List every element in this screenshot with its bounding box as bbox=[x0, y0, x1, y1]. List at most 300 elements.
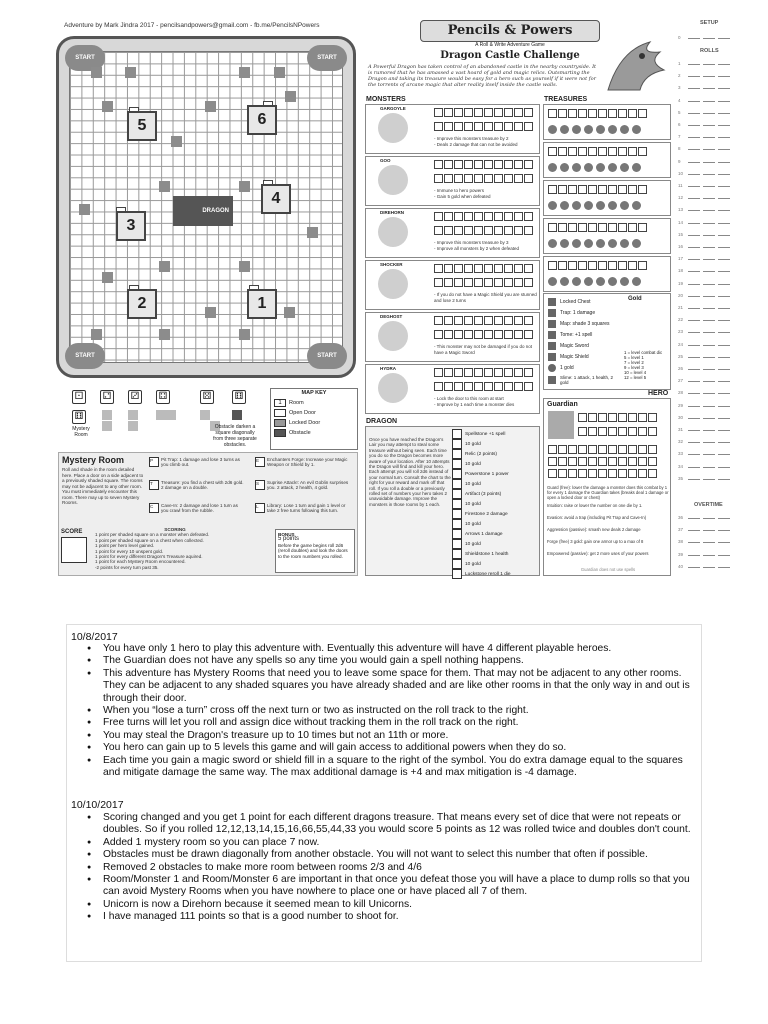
obstacle bbox=[307, 227, 318, 238]
roll-blank[interactable] bbox=[718, 514, 730, 519]
roll-blank[interactable] bbox=[718, 426, 730, 431]
loot-label: Magic Shield bbox=[560, 354, 589, 360]
scoring-line: 1 point for every 10 unspent gold. bbox=[95, 548, 164, 554]
roll-line[interactable] bbox=[678, 219, 758, 228]
roll-blank[interactable] bbox=[688, 280, 700, 285]
monster-name: SHOCKER bbox=[380, 262, 403, 267]
roll-blank[interactable] bbox=[718, 353, 730, 358]
guardian-ability: Intuition: raise or lower the number on one die by 1. bbox=[547, 503, 643, 508]
roll-number: 7 bbox=[678, 134, 681, 140]
roll-blank[interactable] bbox=[688, 463, 700, 468]
roll-blank[interactable] bbox=[703, 34, 715, 39]
roll-blank[interactable] bbox=[703, 389, 715, 394]
roll-blank[interactable] bbox=[718, 563, 730, 568]
roll-blank[interactable] bbox=[703, 426, 715, 431]
roll-blank[interactable] bbox=[718, 34, 730, 39]
loot-label: Locked Chest bbox=[560, 299, 591, 305]
roll-blank[interactable] bbox=[688, 526, 700, 531]
list-item: ● You have only 1 hero to play this adventure with. Eventually this adventure will have 4 different playable heroes. bbox=[87, 643, 697, 655]
roll-blank[interactable] bbox=[718, 377, 730, 382]
monster-rules bbox=[434, 292, 539, 303]
roll-blank[interactable] bbox=[718, 84, 730, 89]
die-icon: L bbox=[255, 503, 265, 513]
roll-line[interactable] bbox=[678, 377, 758, 386]
roll-blank[interactable] bbox=[688, 426, 700, 431]
monster-name: DIREHORN bbox=[380, 210, 405, 215]
roll-number: 26 bbox=[678, 366, 684, 371]
obstacle bbox=[205, 101, 216, 112]
roll-line[interactable] bbox=[678, 280, 758, 289]
roll-blank[interactable] bbox=[718, 438, 730, 443]
scoring-line: -2 points for every turn past 35. bbox=[95, 564, 159, 570]
roll-blank[interactable] bbox=[688, 402, 700, 407]
roll-line[interactable] bbox=[678, 170, 758, 179]
roll-number: 38 bbox=[678, 539, 684, 545]
mystery-option-text: Pit Trap: 1 damage and lose 3 turns as you climb out. bbox=[161, 457, 240, 468]
roll-blank[interactable] bbox=[703, 563, 715, 568]
roll-blank[interactable] bbox=[718, 463, 730, 468]
roll-blank[interactable] bbox=[703, 194, 715, 199]
roll-number: 10 bbox=[678, 170, 684, 176]
roll-blank[interactable] bbox=[718, 219, 730, 224]
roll-line[interactable] bbox=[678, 450, 758, 459]
roll-blank[interactable] bbox=[718, 60, 730, 65]
intro-text: A Powerful Dragon has taken control of an abandoned castle in the nearby countryside. It is rumored that he has amassed a vast hoard of gold and magic relics. Outsmarting the Dragon and taking its treasure would be easy for a hero such as yourself if it were not for the torrents of arcane magic that alter reality itself inside the castle walls. bbox=[368, 64, 597, 88]
roll-blank[interactable] bbox=[703, 526, 715, 531]
roll-blank[interactable] bbox=[703, 267, 715, 272]
roll-line[interactable] bbox=[678, 60, 758, 69]
monster-rules bbox=[434, 240, 539, 251]
roll-blank[interactable] bbox=[688, 414, 700, 419]
roll-blank[interactable] bbox=[688, 377, 700, 382]
roll-blank[interactable] bbox=[688, 328, 700, 333]
roll-blank[interactable] bbox=[688, 341, 700, 346]
dragon-loot: 10 gold bbox=[465, 541, 481, 547]
rule-line: - Improve this monsters treasure by 2 bbox=[434, 136, 509, 141]
roll-blank[interactable] bbox=[703, 365, 715, 370]
roll-blank[interactable] bbox=[703, 304, 715, 309]
roll-blank[interactable] bbox=[688, 475, 700, 480]
roll-blank[interactable] bbox=[703, 328, 715, 333]
roll-number: 8 bbox=[678, 146, 681, 152]
monster-name: GOO bbox=[380, 158, 391, 163]
roll-blank[interactable] bbox=[703, 353, 715, 358]
logo-subtitle: A Roll & Write Adventure Game bbox=[475, 42, 545, 48]
roll-blank[interactable] bbox=[718, 292, 730, 297]
roll-line[interactable] bbox=[678, 206, 758, 215]
roll-blank[interactable] bbox=[718, 109, 730, 114]
locked-door-swatch bbox=[274, 419, 286, 427]
roll-blank[interactable] bbox=[703, 280, 715, 285]
roll-blank[interactable] bbox=[688, 267, 700, 272]
key-room-label: Room bbox=[289, 400, 304, 406]
level-line: 1 = level combat dic bbox=[624, 350, 663, 355]
roll-blank[interactable] bbox=[688, 34, 700, 39]
note-date: 10/10/2017 bbox=[71, 799, 124, 811]
chest-icon bbox=[548, 298, 556, 306]
obstacle bbox=[239, 329, 250, 340]
roll-blank[interactable] bbox=[688, 206, 700, 211]
roll-blank[interactable] bbox=[688, 231, 700, 236]
dragon-loot: Powerstone 1 power bbox=[465, 471, 509, 477]
treasure-chest bbox=[543, 256, 671, 292]
roll-number: 15 bbox=[678, 231, 684, 237]
die-face-2: ⚁ bbox=[100, 390, 114, 404]
goo-icon bbox=[378, 165, 408, 195]
mystery-option bbox=[149, 457, 245, 479]
rule-line: - Gain 5 gold when defeated bbox=[434, 193, 491, 199]
roll-line[interactable] bbox=[678, 438, 758, 447]
roll-blank[interactable] bbox=[718, 267, 730, 272]
roll-blank[interactable] bbox=[688, 84, 700, 89]
roll-blank[interactable] bbox=[718, 328, 730, 333]
roll-blank[interactable] bbox=[688, 133, 700, 138]
roll-blank[interactable] bbox=[688, 438, 700, 443]
map-key-title: MAP KEY bbox=[301, 390, 327, 396]
mystery-title: Mystery Room bbox=[62, 455, 125, 465]
setup-line[interactable] bbox=[678, 34, 758, 43]
adventure-title: Dragon Castle Challenge bbox=[440, 50, 580, 61]
roll-blank[interactable] bbox=[688, 292, 700, 297]
key-obstacle bbox=[274, 429, 354, 437]
overtime-line[interactable] bbox=[678, 551, 758, 560]
roll-blank[interactable] bbox=[688, 353, 700, 358]
roll-blank[interactable] bbox=[688, 365, 700, 370]
coin-icon bbox=[548, 364, 556, 372]
dragon-loot: Spellstone +1 spell bbox=[465, 431, 506, 437]
roll-blank[interactable] bbox=[703, 182, 715, 187]
roll-blank[interactable] bbox=[703, 243, 715, 248]
shape-swatch bbox=[128, 410, 138, 420]
roll-blank[interactable] bbox=[688, 194, 700, 199]
roll-blank[interactable] bbox=[718, 414, 730, 419]
monster-rules bbox=[434, 396, 539, 407]
roll-blank[interactable] bbox=[718, 194, 730, 199]
list-item: ● The Guardian does not have any spells so any time you would gain a spell nothing happens. bbox=[87, 655, 697, 667]
roll-blank[interactable] bbox=[688, 514, 700, 519]
door bbox=[116, 207, 126, 212]
roll-line[interactable] bbox=[678, 304, 758, 313]
room-number-swatch: 1 bbox=[274, 399, 286, 407]
scoring-line: 1 point per shaded square on a chest when collected. bbox=[95, 537, 204, 543]
dragon-lair bbox=[173, 196, 233, 226]
mystery-option bbox=[255, 503, 351, 525]
roll-blank[interactable] bbox=[718, 255, 730, 260]
die-face-6: ⚅ bbox=[232, 390, 246, 404]
roll-blank[interactable] bbox=[688, 72, 700, 77]
overtime-line[interactable] bbox=[678, 563, 758, 572]
roll-line[interactable] bbox=[678, 267, 758, 276]
roll-blank[interactable] bbox=[718, 243, 730, 248]
roll-number: 21 bbox=[678, 305, 684, 310]
key-obstacle-label: Obstacle bbox=[289, 430, 311, 436]
roll-blank[interactable] bbox=[718, 316, 730, 321]
obstacle bbox=[102, 272, 113, 283]
shape-swatch bbox=[102, 410, 112, 420]
room-1: 1 bbox=[247, 289, 277, 319]
die-icon: S bbox=[255, 480, 265, 490]
die-face-6: ⚅ bbox=[72, 410, 86, 424]
roll-blank[interactable] bbox=[688, 255, 700, 260]
monster-gargoyle bbox=[365, 104, 540, 154]
monster-direhorn bbox=[365, 208, 540, 258]
obstacle-swatch bbox=[274, 429, 286, 437]
roll-blank[interactable] bbox=[703, 231, 715, 236]
roll-blank[interactable] bbox=[703, 109, 715, 114]
monster-deghost bbox=[365, 312, 540, 362]
roll-line[interactable] bbox=[678, 231, 758, 240]
level-line: 9 = level 3 bbox=[624, 365, 644, 370]
roll-blank[interactable] bbox=[688, 316, 700, 321]
rule-line: - Immune to hero powers bbox=[434, 188, 485, 193]
roll-line[interactable] bbox=[678, 463, 758, 472]
rule-line: - This monster may not be damaged if you do not have a Magic Sword bbox=[434, 344, 532, 355]
list-item: ● This adventure has Mystery Rooms that need you to leave some space for them. That may not be adjacent to any other rooms. They can be adjacent to any shaded squares you have already shaded and are like other rooms in that the only way in and out is through their door. bbox=[87, 668, 697, 705]
roll-blank[interactable] bbox=[688, 97, 700, 102]
roll-blank[interactable] bbox=[718, 182, 730, 187]
mystery-option-text: Library: Lose 1 turn and gain 1 level or take 2 free turns following this turn. bbox=[267, 503, 346, 514]
roll-line[interactable] bbox=[678, 365, 758, 374]
roll-line[interactable] bbox=[678, 182, 758, 191]
dragon-head-icon bbox=[600, 30, 670, 100]
roll-blank[interactable] bbox=[688, 304, 700, 309]
roll-blank[interactable] bbox=[703, 475, 715, 480]
roll-line[interactable] bbox=[678, 145, 758, 154]
door bbox=[129, 285, 139, 290]
dragon-loot: 10 gold bbox=[465, 481, 481, 487]
roll-blank[interactable] bbox=[718, 145, 730, 150]
roll-blank[interactable] bbox=[688, 145, 700, 150]
list-item: ● You hero can gain up to 5 levels this game and will gain access to additional powers when they do so. bbox=[87, 742, 697, 754]
roll-line[interactable] bbox=[678, 121, 758, 130]
roll-blank[interactable] bbox=[688, 121, 700, 126]
scoring-title: SCORING bbox=[164, 527, 186, 532]
roll-blank[interactable] bbox=[718, 450, 730, 455]
roll-blank[interactable] bbox=[703, 170, 715, 175]
roll-blank[interactable] bbox=[718, 170, 730, 175]
roll-line[interactable] bbox=[678, 97, 758, 106]
guardian-ability: Aggression (passive): smash new deals 2 damage bbox=[547, 527, 641, 532]
roll-blank[interactable] bbox=[703, 402, 715, 407]
roll-blank[interactable] bbox=[703, 463, 715, 468]
list-item: ● Scoring changed and you get 1 point for each different dragons treasure. That means every set of dice that were not repeats or doubles. So if you rolled 12,12,13,14,15,16,66,55,44,33 you would score 5 points as 12 was rolled twice and doubles don't count. bbox=[87, 812, 697, 837]
roll-blank[interactable] bbox=[703, 97, 715, 102]
roll-number: 22 bbox=[678, 317, 684, 323]
roll-number: 32 bbox=[678, 439, 684, 445]
roll-line[interactable] bbox=[678, 414, 758, 423]
roll-blank[interactable] bbox=[688, 450, 700, 455]
mystery-option bbox=[149, 480, 245, 502]
obstacle bbox=[285, 91, 296, 102]
treasures-title: TREASURES bbox=[544, 96, 588, 103]
mystery-option bbox=[255, 480, 351, 502]
roll-line[interactable] bbox=[678, 426, 758, 435]
roll-number: 12 bbox=[678, 195, 684, 201]
roll-blank[interactable] bbox=[718, 551, 730, 556]
roll-blank[interactable] bbox=[688, 182, 700, 187]
roll-blank[interactable] bbox=[688, 109, 700, 114]
scoring-line: 1 point for each Mystery Room encountered. bbox=[95, 559, 186, 565]
roll-blank[interactable] bbox=[688, 243, 700, 248]
roll-blank[interactable] bbox=[703, 514, 715, 519]
roll-blank[interactable] bbox=[703, 255, 715, 260]
roll-line[interactable] bbox=[678, 133, 758, 142]
roll-blank[interactable] bbox=[703, 206, 715, 211]
roll-blank[interactable] bbox=[703, 450, 715, 455]
roll-blank[interactable] bbox=[718, 231, 730, 236]
roll-line[interactable] bbox=[678, 158, 758, 167]
roll-line[interactable] bbox=[678, 84, 758, 93]
start-corner-top-left: START bbox=[65, 45, 105, 71]
die-icon: E bbox=[255, 457, 265, 467]
roll-blank[interactable] bbox=[703, 341, 715, 346]
scoring-line: 1 point per hero level gained. bbox=[95, 543, 155, 549]
overtime-line[interactable] bbox=[678, 514, 758, 523]
roll-blank[interactable] bbox=[703, 551, 715, 556]
overtime-line[interactable] bbox=[678, 526, 758, 535]
direhorn-icon bbox=[378, 217, 408, 247]
score-box bbox=[61, 529, 91, 575]
roll-blank[interactable] bbox=[718, 121, 730, 126]
roll-blank[interactable] bbox=[718, 365, 730, 370]
roll-number: 29 bbox=[678, 402, 684, 408]
gargoyle-icon bbox=[378, 113, 408, 143]
map-icon bbox=[548, 320, 556, 328]
key-open-door-label: Open Door bbox=[289, 410, 316, 416]
dragon-loot: Luckstone reroll 1 die bbox=[465, 571, 511, 577]
obstacle bbox=[239, 261, 250, 272]
roll-line[interactable] bbox=[678, 255, 758, 264]
obstacle bbox=[159, 261, 170, 272]
obstacle-swatch bbox=[232, 410, 242, 420]
roll-blank[interactable] bbox=[688, 158, 700, 163]
roll-blank[interactable] bbox=[688, 551, 700, 556]
shocker-icon bbox=[378, 269, 408, 299]
roll-number: 33 bbox=[678, 451, 684, 457]
start-corner-top-right: START bbox=[307, 45, 347, 71]
roll-blank[interactable] bbox=[718, 526, 730, 531]
die-icon: T bbox=[149, 480, 159, 490]
roll-blank[interactable] bbox=[718, 389, 730, 394]
roll-line[interactable] bbox=[678, 109, 758, 118]
roll-blank[interactable] bbox=[718, 538, 730, 543]
roll-blank[interactable] bbox=[703, 219, 715, 224]
roll-blank[interactable] bbox=[718, 133, 730, 138]
monster-name: DEGHOST bbox=[380, 314, 403, 319]
score-field[interactable] bbox=[61, 537, 87, 563]
roll-blank[interactable] bbox=[703, 377, 715, 382]
roll-blank[interactable] bbox=[703, 72, 715, 77]
die-face-4: ⚃ bbox=[156, 390, 170, 404]
mystery-room-label: Mystery Room bbox=[72, 426, 90, 438]
loot-label: 1 gold bbox=[560, 365, 574, 371]
obstacle bbox=[159, 329, 170, 340]
roll-line[interactable] bbox=[678, 475, 758, 484]
roll-line[interactable] bbox=[678, 316, 758, 325]
roll-line[interactable] bbox=[678, 292, 758, 301]
roll-number: 2 bbox=[678, 73, 681, 79]
roll-blank[interactable] bbox=[703, 158, 715, 163]
mystery-option bbox=[255, 457, 351, 479]
roll-blank[interactable] bbox=[703, 414, 715, 419]
roll-line[interactable] bbox=[678, 72, 758, 81]
door bbox=[129, 107, 139, 112]
dragon-loot: Firestone 2 damage bbox=[465, 511, 508, 517]
roll-blank[interactable] bbox=[718, 206, 730, 211]
rule-line: - If you do not have a Magic Shield you are stunned and lose 2 turns bbox=[434, 292, 537, 303]
roll-blank[interactable] bbox=[718, 304, 730, 309]
roll-line[interactable] bbox=[678, 328, 758, 337]
obstacle-note: Obstacle darken a square diagonally from three separate obstacles. bbox=[213, 424, 257, 448]
game-logo: Pencils & Powers bbox=[420, 20, 600, 42]
roll-line[interactable] bbox=[678, 402, 758, 411]
roll-blank[interactable] bbox=[703, 121, 715, 126]
roll-line[interactable] bbox=[678, 389, 758, 398]
dragon-loot: Shieldstone 1 health bbox=[465, 551, 509, 557]
roll-blank[interactable] bbox=[718, 158, 730, 163]
roll-blank[interactable] bbox=[718, 402, 730, 407]
roll-blank[interactable] bbox=[718, 280, 730, 285]
roll-line[interactable] bbox=[678, 341, 758, 350]
roll-blank[interactable] bbox=[688, 563, 700, 568]
roll-blank[interactable] bbox=[703, 316, 715, 321]
roll-blank[interactable] bbox=[703, 438, 715, 443]
die-icon: P bbox=[149, 457, 159, 467]
mystery-description: Roll and shade in the room detailed here. Place a door on a side adjacent to a previously shaded square. The rooms may not be adjacent to any other room. You must immediately encounter this room. There may up to seven Mystery Rooms. bbox=[62, 467, 144, 505]
roll-blank[interactable] bbox=[688, 389, 700, 394]
die-face-5: ⚄ bbox=[200, 390, 214, 404]
mystery-option-text: Enchanters Forge: Increase your Magic Weapon or Shield by 1. bbox=[267, 457, 348, 468]
roll-number: 24 bbox=[678, 341, 684, 347]
monster-rules bbox=[434, 344, 539, 355]
obstacle bbox=[171, 136, 182, 147]
roll-blank[interactable] bbox=[688, 60, 700, 65]
hydra-icon bbox=[378, 373, 408, 403]
start-corner-bottom-right: START bbox=[307, 343, 347, 369]
notes-list-2 bbox=[87, 812, 697, 924]
shape-swatch bbox=[102, 421, 112, 431]
roll-number: 27 bbox=[678, 378, 684, 384]
roll-blank[interactable] bbox=[703, 60, 715, 65]
list-item: ● Free turns will let you roll and assign dice without tracking them in the roll track on the right. bbox=[87, 717, 697, 729]
roll-blank[interactable] bbox=[703, 538, 715, 543]
room-6: 6 bbox=[247, 105, 277, 135]
roll-blank[interactable] bbox=[688, 170, 700, 175]
roll-blank[interactable] bbox=[703, 292, 715, 297]
monster-name: HYDRA bbox=[380, 366, 397, 371]
roll-blank[interactable] bbox=[703, 145, 715, 150]
roll-blank[interactable] bbox=[718, 341, 730, 346]
guardian-ability: Evasion: avoid a trap (including Pit Trap and Cave-In) bbox=[547, 515, 647, 520]
roll-blank[interactable] bbox=[718, 97, 730, 102]
roll-line[interactable] bbox=[678, 243, 758, 252]
roll-blank[interactable] bbox=[703, 84, 715, 89]
roll-number: 18 bbox=[678, 268, 684, 274]
roll-blank[interactable] bbox=[703, 133, 715, 138]
roll-blank[interactable] bbox=[688, 538, 700, 543]
roll-blank[interactable] bbox=[718, 72, 730, 77]
notes-list-1 bbox=[87, 643, 697, 779]
roll-blank[interactable] bbox=[688, 219, 700, 224]
overtime-line[interactable] bbox=[678, 538, 758, 547]
obstacle bbox=[239, 181, 250, 192]
roll-blank[interactable] bbox=[718, 475, 730, 480]
rule-line: - Lock the door to this room at start bbox=[434, 396, 504, 401]
roll-line[interactable] bbox=[678, 194, 758, 203]
obstacle bbox=[91, 67, 102, 78]
roll-line[interactable] bbox=[678, 353, 758, 362]
obstacle bbox=[274, 67, 285, 78]
